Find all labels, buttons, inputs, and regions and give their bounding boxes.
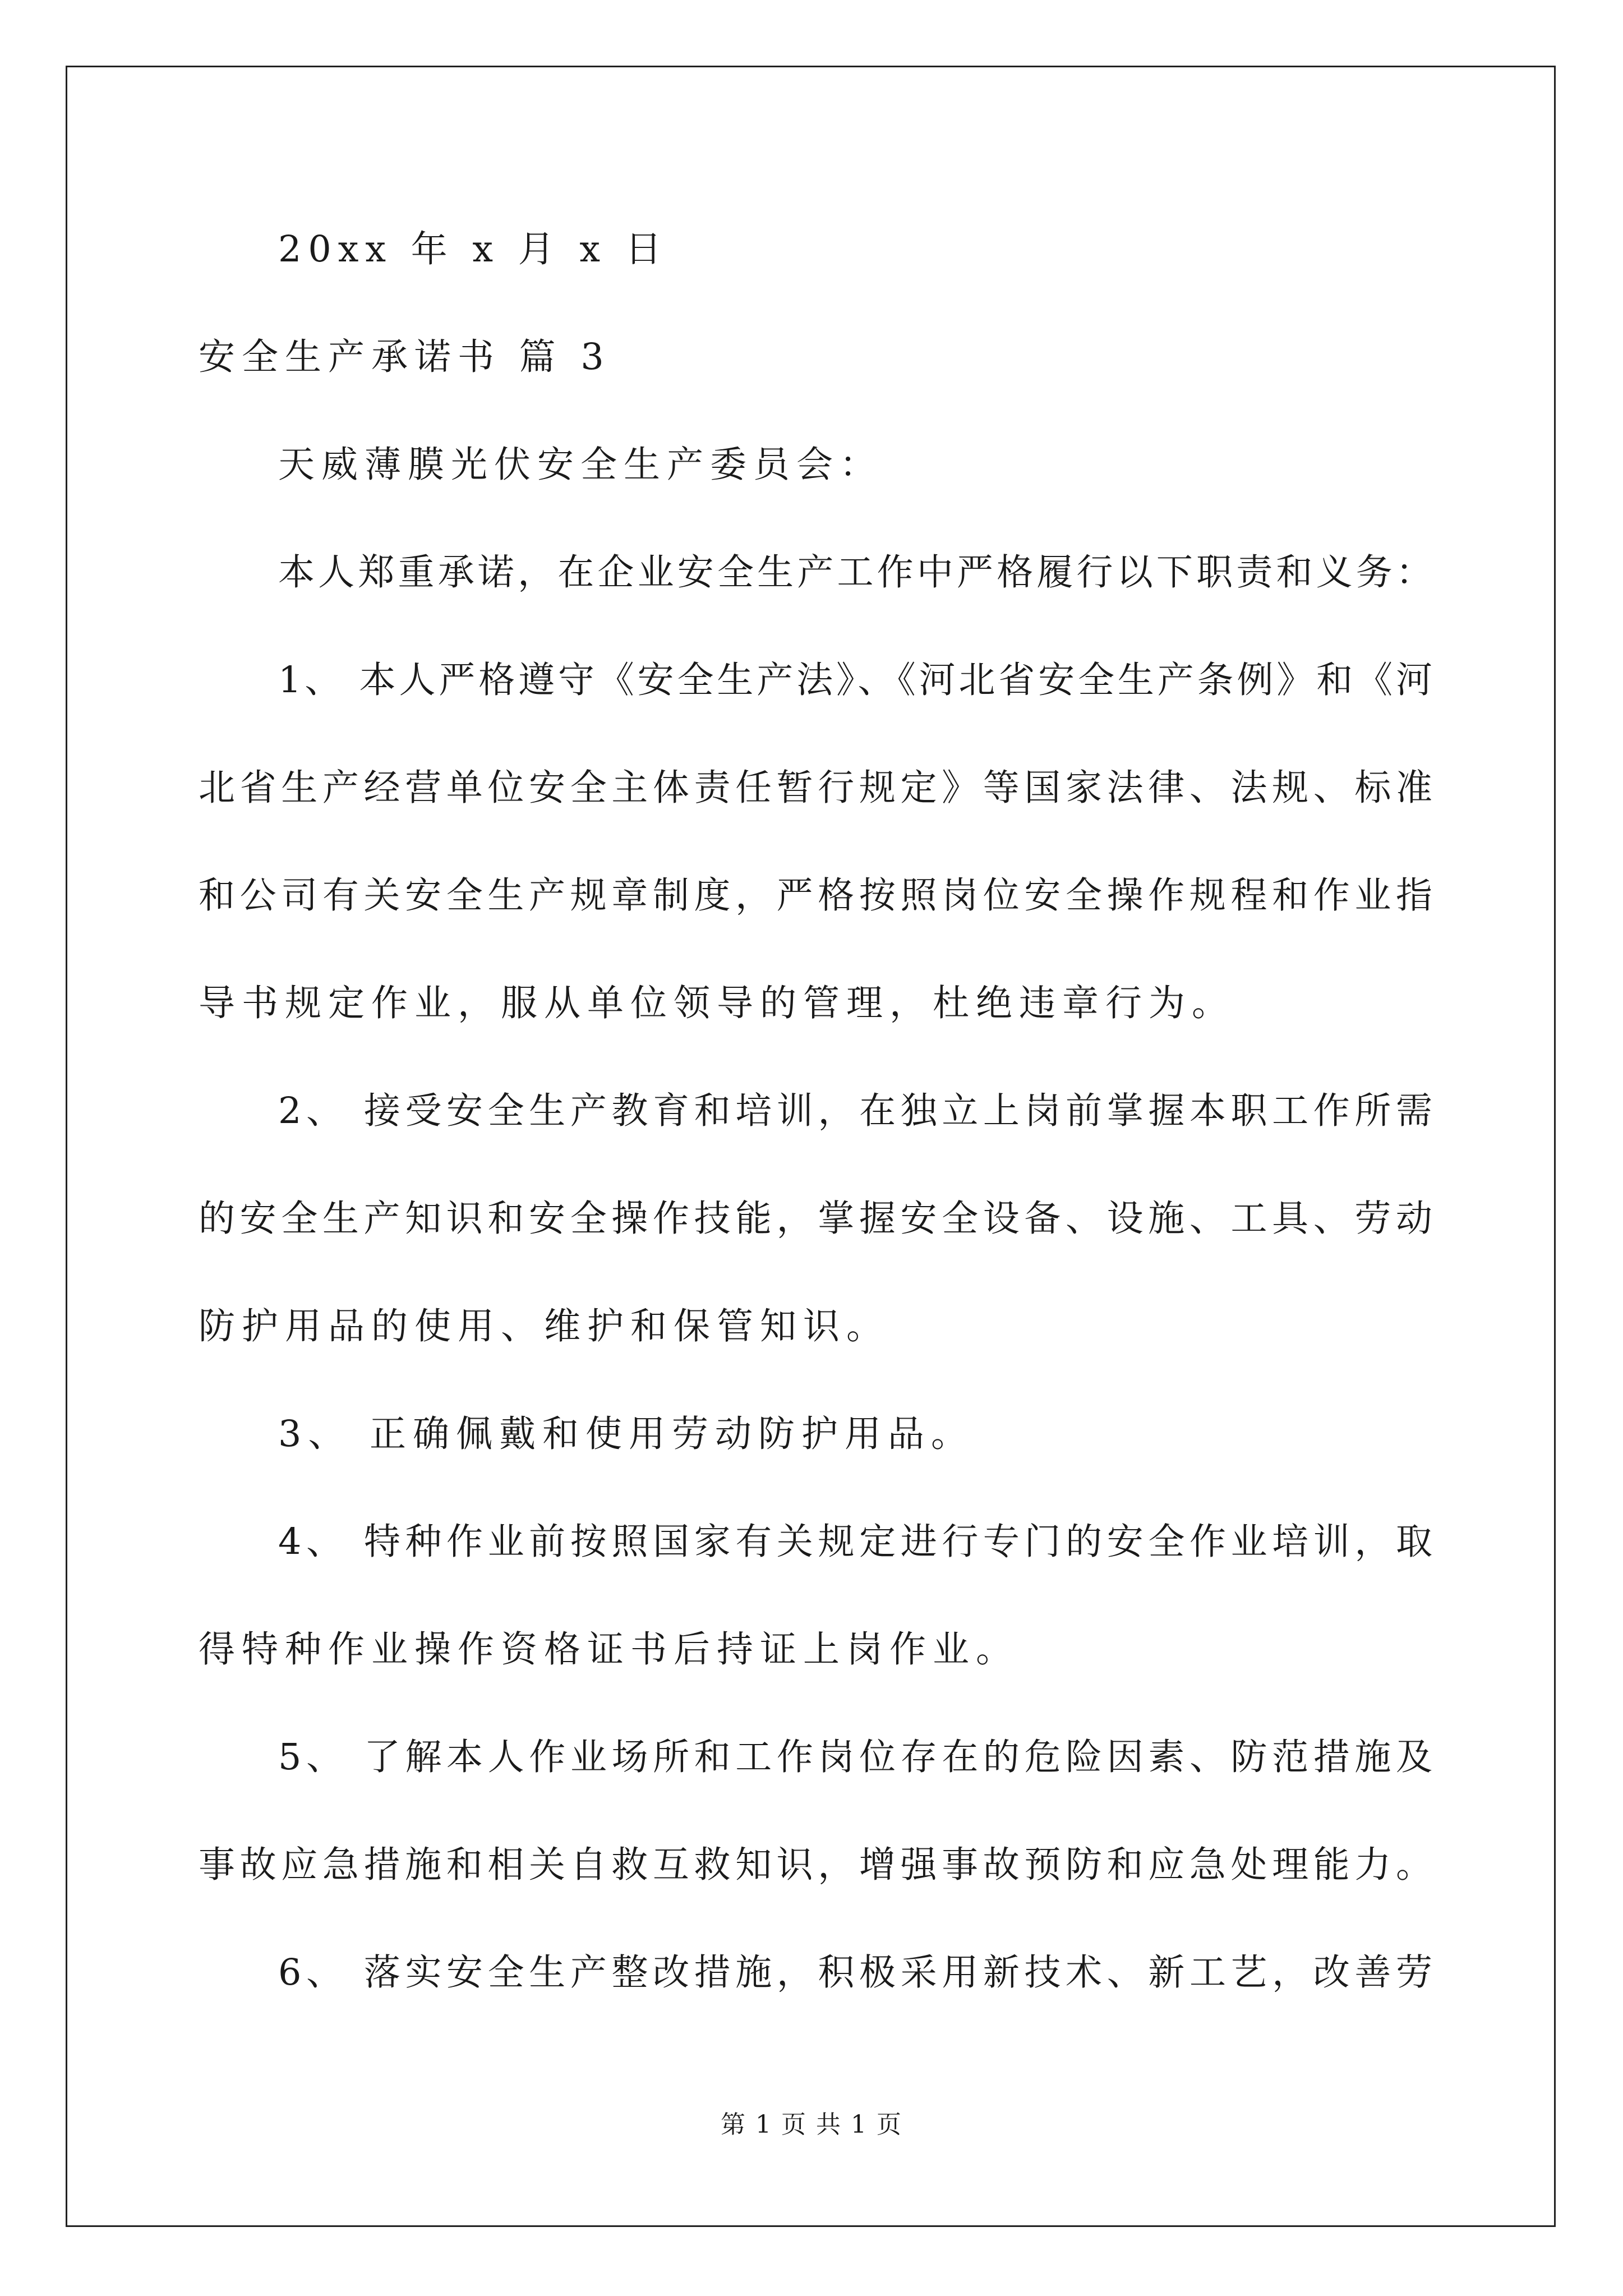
item-4-line-1: 4、 特种作业前按照国家有关规定进行专门的安全作业培训，取 [278,1521,1432,1563]
item-1-line-2: 北省生产经营单位安全主体责任暂行规定》等国家法律、法规、标准 [199,767,1432,809]
item-2-line-3: 防护用品的使用、维护和保管知识。 [199,1305,890,1347]
item-1-line-4: 导书规定作业，服从单位领导的管理，杜绝违章行为。 [199,982,1235,1024]
item-4-line-2: 得特种作业操作资格证书后持证上岗作业。 [199,1628,1020,1671]
page-number: 第 1 页 共 1 页 [721,2110,902,2139]
date-line: 20xx 年 x 月 x 日 [278,228,668,270]
item-3-line-1: 3、 正确佩戴和使用劳动防护用品。 [278,1413,975,1455]
item-2-line-2: 的安全生产知识和安全操作技能，掌握安全设备、设施、工具、劳动 [199,1198,1432,1240]
intro-paragraph: 本人郑重承诺，在企业安全生产工作中严格履行以下职责和义务： [278,551,1432,593]
item-2-line-1: 2、 接受安全生产教育和培训，在独立上岗前掌握本职工作所需 [278,1090,1432,1132]
item-1-line-1: 1、 本人严格遵守《安全生产法》、《河北省安全生产条例》和《河 [278,659,1432,701]
section-title: 安全生产承诺书 篇 3 [199,336,611,378]
item-6-line-1: 6、 落实安全生产整改措施，积极采用新技术、新工艺，改善劳 [278,1952,1432,1994]
item-5-line-2: 事故应急措施和相关自救互救知识，增强事故预防和应急处理能力。 [199,1844,1432,1886]
page-border [66,66,1556,2227]
item-1-line-3: 和公司有关安全生产规章制度，严格按照岗位安全操作规程和作业指 [199,875,1432,917]
item-5-line-1: 5、 了解本人作业场所和工作岗位存在的危险因素、防范措施及 [278,1736,1432,1778]
addressee: 天威薄膜光伏安全生产委员会： [278,444,883,486]
